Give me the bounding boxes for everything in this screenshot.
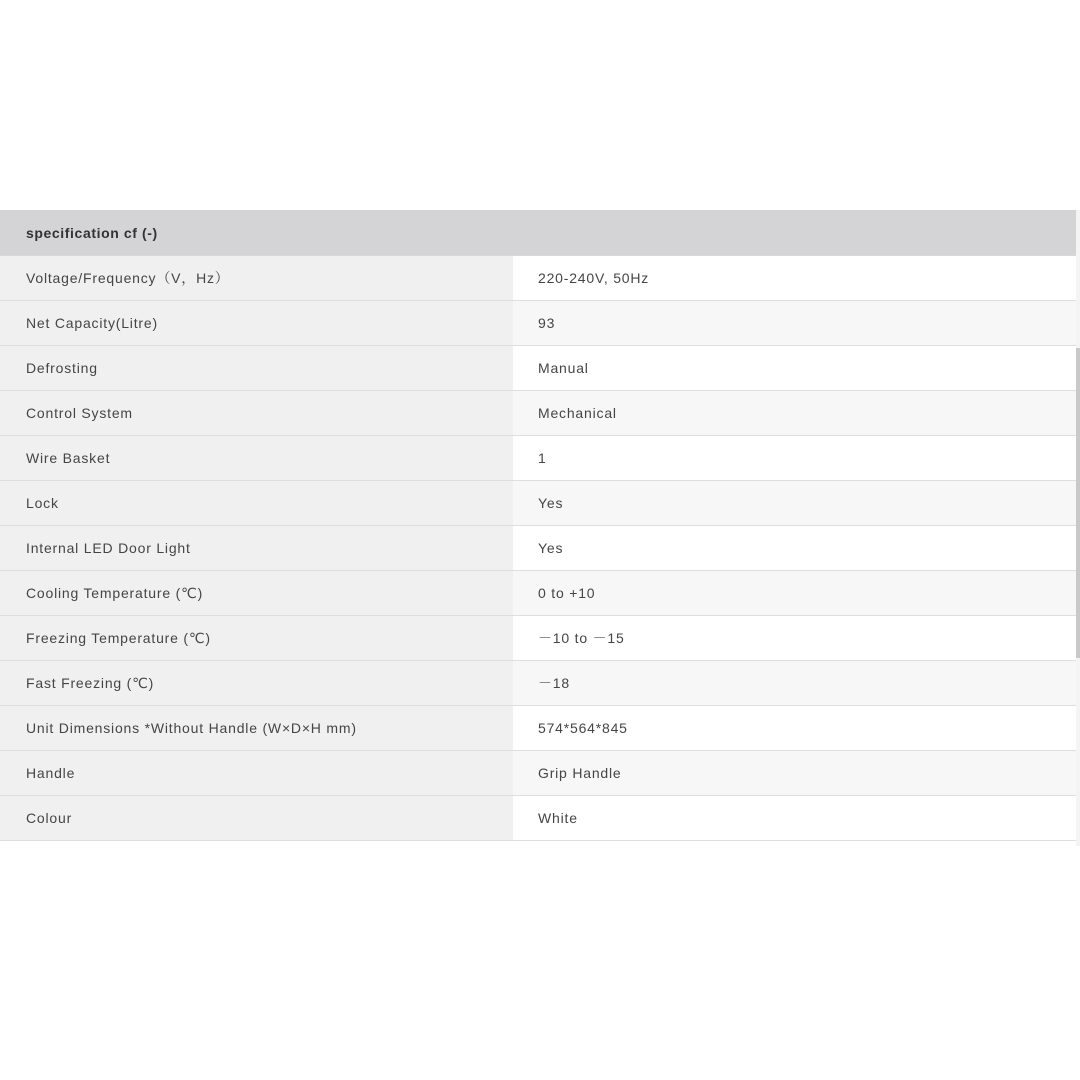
table-row <box>0 661 1076 706</box>
spec-label: Unit Dimensions *Without Handle (W×D×H mm) <box>0 706 513 751</box>
spec-label: Net Capacity(Litre) <box>0 301 513 346</box>
table-row <box>0 526 1076 571</box>
table-row <box>0 571 1076 616</box>
spec-label: Freezing Temperature (℃) <box>0 616 513 661</box>
spec-value: Yes <box>513 481 1076 526</box>
table-header-row <box>0 210 1076 256</box>
spec-value: 574*564*845 <box>513 706 1076 751</box>
spec-value: Manual <box>513 346 1076 391</box>
spec-label: Colour <box>0 796 513 841</box>
spec-label: Wire Basket <box>0 436 513 481</box>
spec-label: Cooling Temperature (℃) <box>0 571 513 616</box>
specification-table <box>0 210 1076 841</box>
table-row <box>0 346 1076 391</box>
spec-value: White <box>513 796 1076 841</box>
spec-label: Lock <box>0 481 513 526</box>
spec-value: Mechanical <box>513 391 1076 436</box>
spec-label: Voltage/Frequency（V，Hz） <box>0 256 513 301</box>
spec-value: 1 <box>513 436 1076 481</box>
table-row <box>0 751 1076 796</box>
table-row <box>0 256 1076 301</box>
table-row <box>0 436 1076 481</box>
spec-label: Internal LED Door Light <box>0 526 513 571</box>
table-scrollbar[interactable] <box>1076 210 1080 846</box>
spec-value: Yes <box>513 526 1076 571</box>
table-row <box>0 796 1076 841</box>
spec-value: 220-240V, 50Hz <box>513 256 1076 301</box>
spec-value: Grip Handle <box>513 751 1076 796</box>
spec-label: Fast Freezing (℃) <box>0 661 513 706</box>
spec-value: 93 <box>513 301 1076 346</box>
table-row <box>0 301 1076 346</box>
table-row <box>0 616 1076 661</box>
spec-value: 0 to +10 <box>513 571 1076 616</box>
table-row <box>0 391 1076 436</box>
spec-value: －18 <box>513 661 1076 706</box>
spec-label: Handle <box>0 751 513 796</box>
table-row <box>0 706 1076 751</box>
spec-value: －10 to －15 <box>513 616 1076 661</box>
spec-label: Defrosting <box>0 346 513 391</box>
table-title: specification cf (-) <box>0 210 1076 256</box>
table-row <box>0 481 1076 526</box>
scrollbar-thumb[interactable] <box>1076 348 1080 658</box>
spec-label: Control System <box>0 391 513 436</box>
